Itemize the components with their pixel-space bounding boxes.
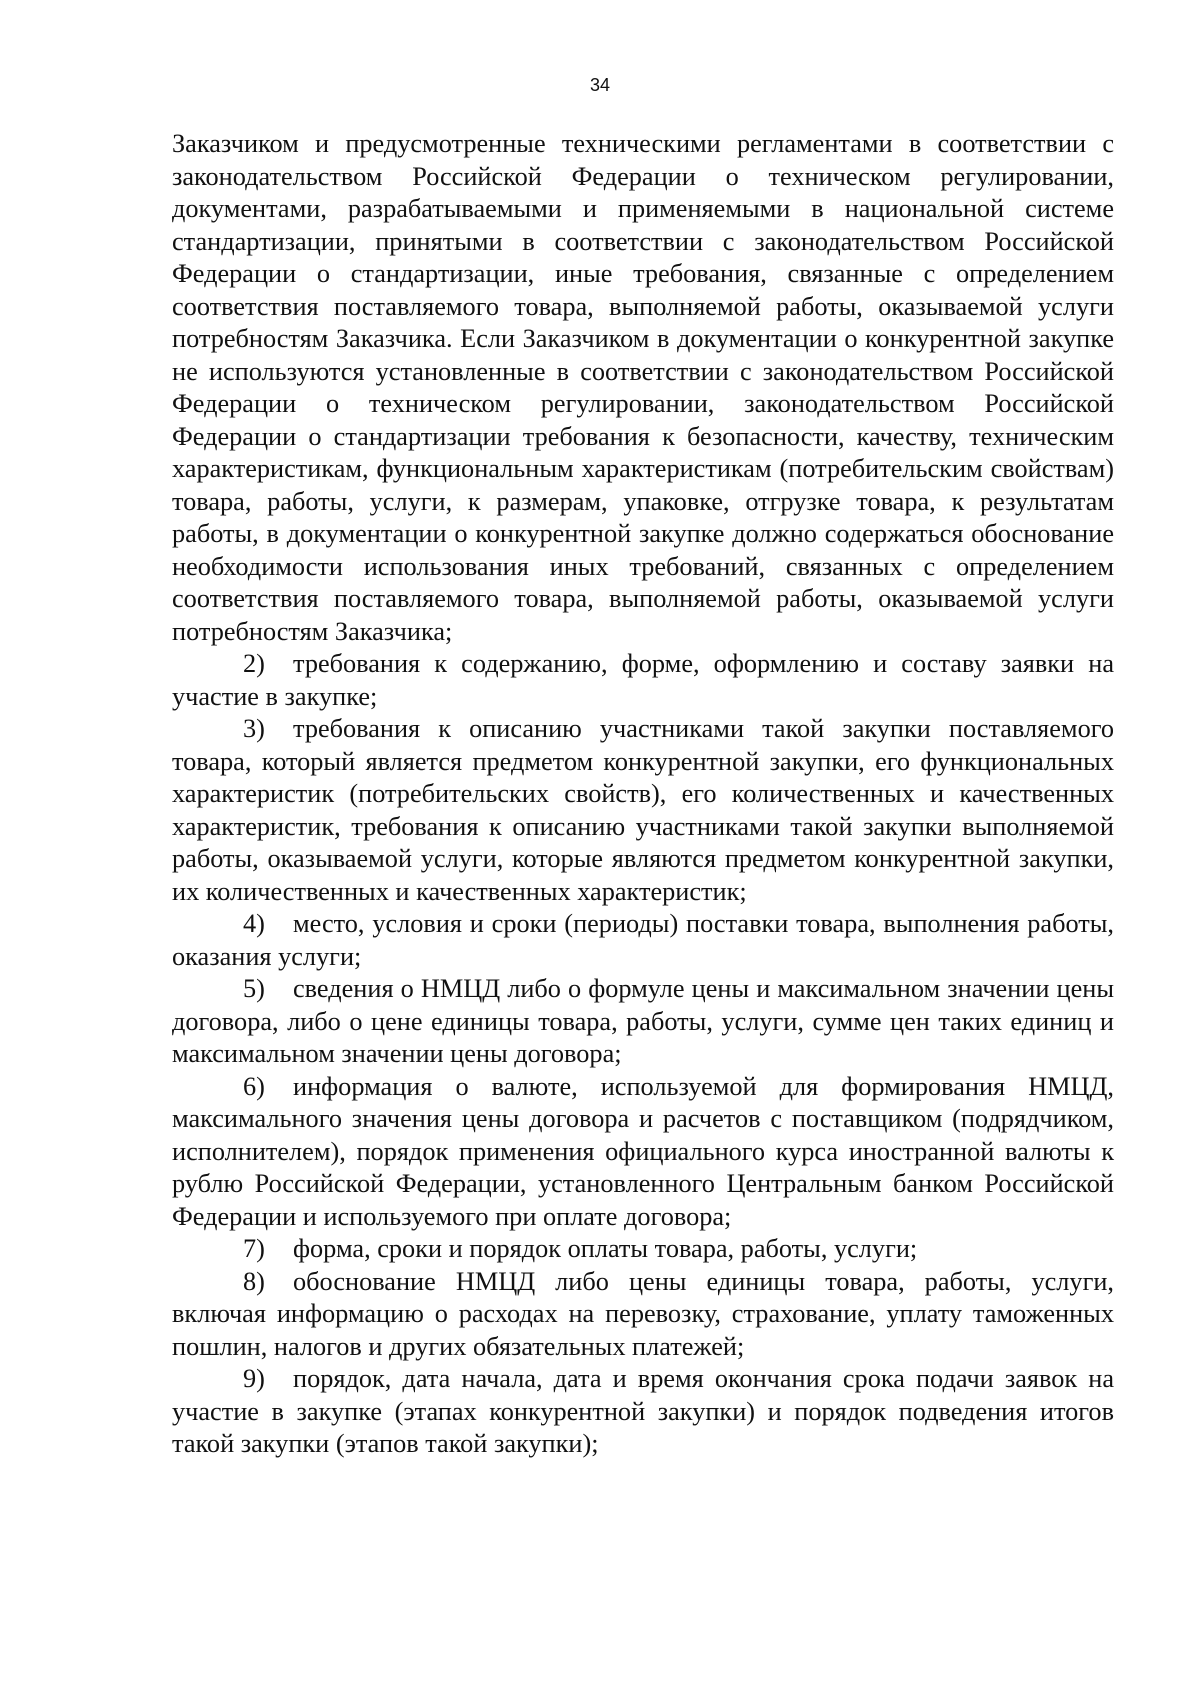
list-item-9 <box>172 1363 1114 1461</box>
list-item-text: требования к описанию участниками такой закупки поставляемого товара, который является предметом конкурентной закупки, его функциональных характеристик (потребительских свойств), его количественных и качественных характеристик, требования к описанию участниками такой закупки выполняемой работы, оказываемой услуги, которые являются предметом конкурентной закупки, их количественных и качественных характеристик; <box>172 714 1114 906</box>
list-item-7 <box>172 1233 1114 1266</box>
list-item-text: информация о валюте, используемой для формирования НМЦД, максимального значения цены договора и расчетов с поставщиком (подрядчиком, исполнителем), порядок применения официального курса иностранной валюты к рублю Российской Федерации, установленного Центральным банком Российской Федерации и используемого при оплате договора; <box>172 1071 1114 1231</box>
continuation-paragraph: Заказчиком и предусмотренные техническими регламентами в соответствии с законодательством Российской Федерации о техническом регулировании, документами, разрабатываемыми и применяемыми в национальной системе стандартизации, принятыми в соответствии с законодательством Российской Федерации о стандартизации, иные требования, связанные с определением соответствия поставляемого товара, выполняемой работы, оказываемой услуги потребностям Заказчика. Если Заказчиком в документации о конкурентной закупке не используются установленные в соответствии с законодательством Российской Федерации о техническом регулировании, законодательством Российской Федерации о стандартизации требования к безопасности, качеству, техническим характеристикам, функциональным характеристикам (потребительским свойствам) товара, работы, услуги, к размерам, упаковке, отгрузке товара, к результатам работы, в документации о конкурентной закупке должно содержаться обоснование необходимости использования иных требований, связанных с определением соответствия поставляемого товара, выполняемой работы, оказываемой услуги потребностям Заказчика; <box>172 129 1114 646</box>
list-item-6 <box>172 1071 1114 1234</box>
list-item-3 <box>172 713 1114 908</box>
list-item-text: требования к содержанию, форме, оформлению и составу заявки на участие в закупке; <box>172 649 1114 711</box>
list-item-text: место, условия и сроки (периоды) поставки товара, выполнения работы, оказания услуги; <box>172 909 1114 971</box>
document-body <box>172 128 1114 1461</box>
list-item-2 <box>172 648 1114 713</box>
list-item-4 <box>172 908 1114 973</box>
list-item-text: порядок, дата начала, дата и время окончания срока подачи заявок на участие в закупке (этапах конкурентной закупки) и порядок подведения итогов такой закупки (этапов такой закупки); <box>172 1364 1114 1458</box>
list-item-text: форма, сроки и порядок оплаты товара, работы, услуги; <box>293 1234 918 1263</box>
page-number: 34 <box>589 75 611 95</box>
list-item-number: 7) <box>243 1234 265 1263</box>
list-item-number: 2) <box>243 649 265 678</box>
list-item-number: 9) <box>243 1364 265 1393</box>
list-item-number: 8) <box>243 1266 265 1296</box>
list-item-text: обоснование НМЦД либо цены единицы товара, работы, услуги, включая информацию о расходах на перевозку, страхование, уплату таможенных пошлин, налогов и других обязательных платежей; <box>172 1266 1114 1361</box>
list-item-text: сведения о НМЦД либо о формуле цены и максимальном значении цены договора, либо о цене единицы товара, работы, услуги, сумме цен таких единиц и максимальном значении цены договора; <box>172 974 1114 1068</box>
list-item-number: 3) <box>243 714 265 743</box>
list-item-5 <box>172 973 1114 1071</box>
list-item-number: 6) <box>243 1071 265 1101</box>
list-item-number: 4) <box>243 909 265 938</box>
list-item-8 <box>172 1266 1114 1364</box>
list-item-number: 5) <box>243 974 265 1003</box>
